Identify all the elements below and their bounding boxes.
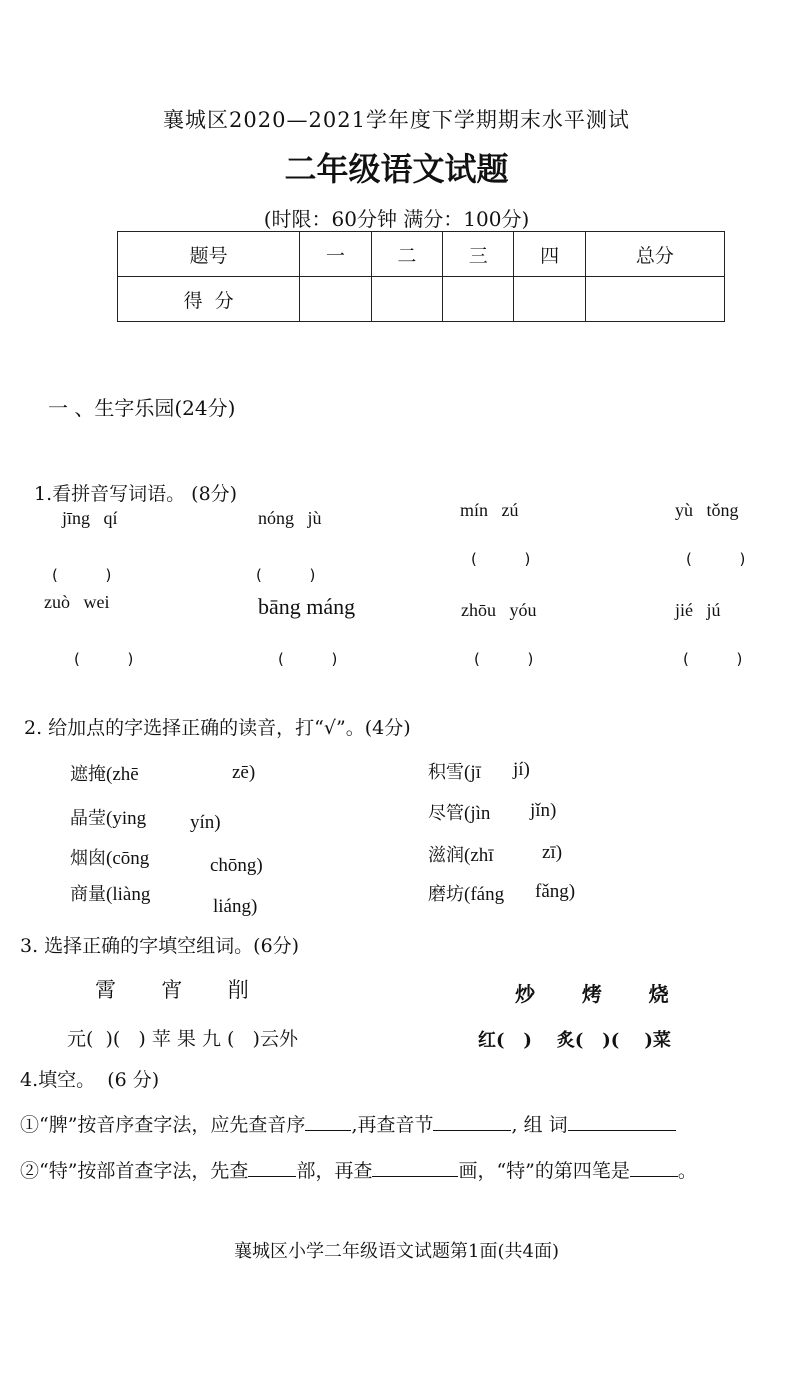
q2-item[interactable] [70,804,146,830]
q3-left-fill-line[interactable]: 元( )( ) 苹 果 九 ( )云外 [67,1028,298,1050]
q2-option-a[interactable]: (zhē [106,764,139,785]
score-header-cell: 一 [300,232,371,277]
q1-answer-blank[interactable]: ( ) [474,650,534,668]
q4-line2-text-b: 部，再查 [296,1160,373,1182]
q2-item[interactable] [70,844,149,870]
q4-line1-text-b: ,再查音节 [351,1114,434,1136]
q4-line-1 [20,1110,676,1137]
q4-line2-text-a: ②“特”按部首查字法，先查 [20,1160,249,1182]
q2-option-a[interactable]: (zhī [464,845,494,866]
q4-blank-yinjie[interactable] [433,1129,511,1131]
q4-line1-text-c: , 组 词 [511,1114,568,1136]
q1-pinyin-6: bāng máng [258,594,356,619]
q3-left-chars: 霄 宵 削 [95,978,251,1002]
q2-item[interactable] [428,758,481,784]
q1-pinyin-4: yù tǒng [675,500,739,520]
q4-blank-bihua[interactable] [630,1175,678,1177]
score-table-header-row [118,232,725,277]
q2-option-b[interactable]: fǎng) [535,881,576,902]
q2-option-b[interactable]: zī) [542,842,563,863]
q1-answer-blank[interactable]: ( ) [471,550,531,568]
q2-word: 商量 [70,884,106,905]
q2-option-b[interactable]: jǐn) [530,800,557,821]
q1-pinyin-1: jīng qí [62,508,118,528]
score-header-cell: 二 [371,232,442,277]
q2-word: 尽管 [428,803,464,824]
q2-option-a[interactable]: (fáng [464,884,505,905]
q2-item[interactable] [428,880,504,906]
q2-option-a[interactable]: (liàng [106,884,151,905]
q2-word: 烟囱 [70,848,106,869]
q2-word: 积雪 [428,762,464,783]
score-cell[interactable] [300,277,371,322]
q1-answer-blank[interactable]: ( ) [686,550,746,568]
q4-line-2 [20,1156,697,1183]
q1-label: 1.看拼音写词语。 (8分) [34,483,238,505]
score-header-cell: 总分 [585,232,724,277]
score-header-cell: 三 [443,232,514,277]
score-table-score-row [118,277,725,322]
q1-answer-blank[interactable]: ( ) [683,650,743,668]
q1-pinyin-7: zhōu yóu [461,600,537,620]
q1-pinyin-3: mín zú [460,500,519,520]
q4-blank-zuci[interactable] [568,1129,676,1131]
q2-label: 2. 给加点的字选择正确的读音，打“√”。(4分) [24,717,411,739]
q3-right-fill-line[interactable]: 红( ) 炙( )( )菜 [478,1030,671,1051]
score-row-label: 得 分 [118,277,300,322]
q1-answer-blank[interactable]: ( ) [256,566,316,584]
score-cell[interactable] [371,277,442,322]
q2-item[interactable] [428,799,490,825]
q4-label: 4.填空。 (6 分) [20,1069,160,1091]
score-cell[interactable] [443,277,514,322]
q1-pinyin-8: jié jú [675,600,721,620]
q2-option-b[interactable]: jí) [513,759,530,780]
q2-word: 晶莹 [70,808,106,829]
q3-label: 3. 选择正确的字填空组词。(6分) [20,935,300,957]
exam-subtitle: 襄城区2020—2021学年度下学期期末水平测试 [163,108,630,132]
q1-answer-blank[interactable]: ( ) [74,650,134,668]
page-footer: 襄城区小学二年级语文试题第1面(共4面) [234,1241,559,1262]
score-table [117,231,725,322]
q1-answer-blank[interactable]: ( ) [52,566,112,584]
q2-word: 遮掩 [70,764,106,785]
q2-option-b[interactable]: zē) [232,762,256,783]
q2-word: 滋润 [428,845,464,866]
q1-answer-blank[interactable]: ( ) [278,650,338,668]
q4-blank-bushou[interactable] [248,1175,296,1177]
q4-blank-yinxu[interactable] [305,1129,351,1131]
exam-title: 二年级语文试题 [284,150,509,188]
q2-option-a[interactable]: (jìn [464,803,491,824]
q2-option-b[interactable]: chōng) [210,855,263,876]
q2-item[interactable] [70,880,150,906]
q4-line2-text-c: 画，“特”的第四笔是 [458,1160,630,1182]
q2-option-b[interactable]: liáng) [213,896,258,917]
score-header-cell: 四 [514,232,585,277]
q1-pinyin-5: zuò wei [44,592,110,612]
q2-option-a[interactable]: (cōng [106,848,150,869]
q2-option-a[interactable]: (ying [106,808,147,829]
score-header-cell: 题号 [118,232,300,277]
q2-item[interactable] [428,841,494,867]
score-cell[interactable] [585,277,724,322]
q4-line2-text-d: 。 [677,1160,697,1182]
exam-meta: (时限：60分钟 满分：100分) [263,207,530,231]
q2-option-b[interactable]: yín) [190,812,221,833]
q4-line1-text-a: ①“脾”按音序查字法，应先查音序 [20,1114,306,1136]
q1-pinyin-2: nóng jù [258,508,322,528]
q3-right-chars: 炒 烤 烧 [515,982,671,1006]
q2-item[interactable] [70,760,139,786]
score-cell[interactable] [514,277,585,322]
q2-option-a[interactable]: (jī [464,762,481,783]
section-1-title: 一 、生字乐园(24分) [48,396,236,420]
q2-word: 磨坊 [428,884,464,905]
q4-blank-hua[interactable] [372,1175,458,1177]
